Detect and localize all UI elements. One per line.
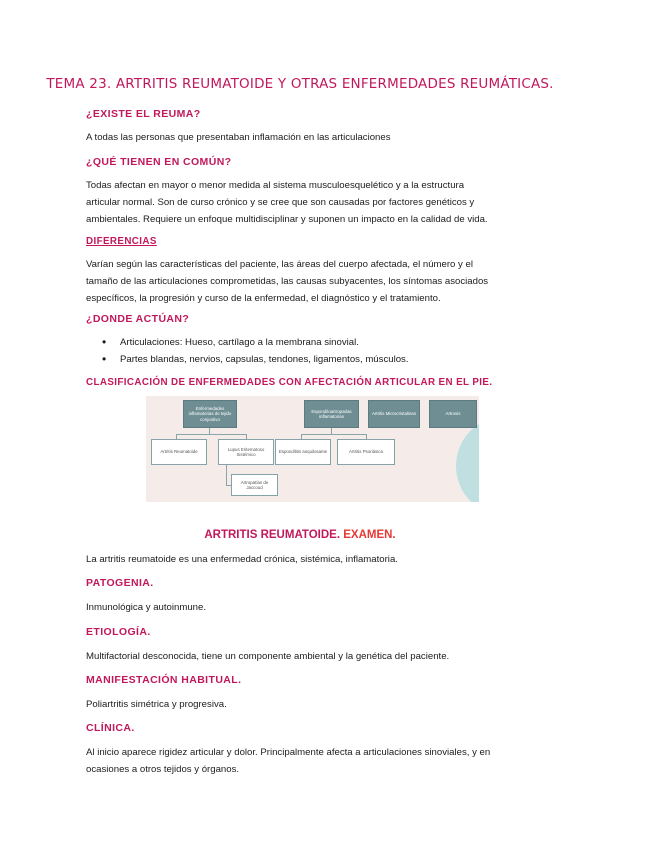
document-title: TEMA 23. ARTRITIS REUMATOIDE Y OTRAS ENFERMEDADES REUMÁTICAS. (46, 76, 554, 92)
connector (301, 434, 366, 435)
text-line: Al inicio aparece rigidez articular y dolor. Principalmente afecta a articulaciones sinoviales, y en (86, 747, 491, 758)
text-line: articular normal. Son de curso crónico y se cree que son causadas por factores genéticos y (86, 197, 475, 208)
text-line: ambientales. Requiere un enfoque multidisciplinar y suponen un impacto en la calidad de vida. (86, 214, 488, 225)
paragraph-etiologia: Multifactorial desconocida, tiene un componente ambiental y la genética del paciente. (86, 651, 450, 662)
node-artritis-reumatoide: Artritis Reumatoide (151, 439, 207, 465)
node-artritis-psoriasica: Artritis Psoriásica (337, 439, 395, 465)
paragraph-clinica (86, 744, 556, 778)
node-tejido-conjuntivo: Enfermedades inflamatorias de tejido conjuntivo (183, 400, 237, 428)
text-line: ocasiones a otros tejidos y órganos. (86, 764, 240, 775)
heading-diferencias: DIFERENCIAS (86, 236, 157, 247)
exam-tag: EXAMEN. (343, 529, 396, 541)
text-line: Varían según las características del paciente, las áreas del cuerpo afectada, el número y el (86, 259, 473, 270)
paragraph-patogenia: Inmunológica y autoinmune. (86, 602, 206, 613)
node-lupus: Lupus Eritematoso Sistémico (218, 439, 274, 465)
connector (176, 434, 246, 435)
heading-existe-reuma: ¿EXISTE EL REUMA? (86, 108, 201, 120)
text-line: específicos, la progresión y curso de la enfermedad, el diagnóstico y el tratamiento. (86, 293, 441, 304)
connector (226, 465, 227, 485)
decorative-circle (456, 416, 479, 502)
node-microcristalinas: Artritis Microcristalinas (368, 400, 420, 428)
node-jaccoud: Artropatías de Jaccoud (231, 474, 278, 496)
paragraph-existe-reuma: A todas las personas que presentaban inflamación en las articulaciones (86, 132, 391, 143)
heading-patogenia: PATOGENIA. (86, 577, 154, 589)
heading-que-tienen-en-comun: ¿QUÉ TIENEN EN COMÚN? (86, 156, 232, 168)
paragraph-que-tienen-en-comun (86, 177, 536, 228)
heading-clasificacion: CLASIFICACIÓN DE ENFERMEDADES CON AFECTACIÓN ARTICULAR EN EL PIE. (86, 377, 493, 388)
list-item: • Articulaciones: Hueso, cartílago a la membrana sinovial. (86, 334, 409, 351)
list-item: • Partes blandas, nervios, capsulas, tendones, ligamentos, músculos. (86, 351, 409, 368)
text-line: tamaño de las articulaciones comprometidas, las causas subyacentes, los síntomas asociados (86, 276, 489, 287)
paragraph-manifestacion: Poliartritis simétrica y progresiva. (86, 699, 227, 710)
heading-manifestacion: MANIFESTACIÓN HABITUAL. (86, 674, 242, 686)
heading-artritis-reumatoide (0, 529, 600, 541)
heading-etiologia: ETIOLOGÍA. (86, 626, 151, 638)
paragraph-artritis-reumatoide: La artritis reumatoide es una enfermedad crónica, sistémica, inflamatoria. (86, 554, 398, 565)
node-artrosis: Artrosis (429, 400, 477, 428)
text-line: Todas afectan en mayor o menor medida al sistema musculoesquelético y a la estructura (86, 180, 465, 191)
paragraph-diferencias (86, 256, 536, 307)
node-espondiloartropatias: Espondiloartropatías inflamatorias (304, 400, 359, 428)
node-espondilitis: Espondilitis anquilosante (275, 439, 331, 465)
heading-donde-actuan: ¿DONDE ACTÚAN? (86, 313, 190, 325)
heading-clinica: CLÍNICA. (86, 722, 135, 734)
heading-main: ARTRITIS REUMATOIDE. (204, 529, 341, 541)
bullet-list (86, 334, 409, 368)
classification-diagram (146, 396, 479, 502)
